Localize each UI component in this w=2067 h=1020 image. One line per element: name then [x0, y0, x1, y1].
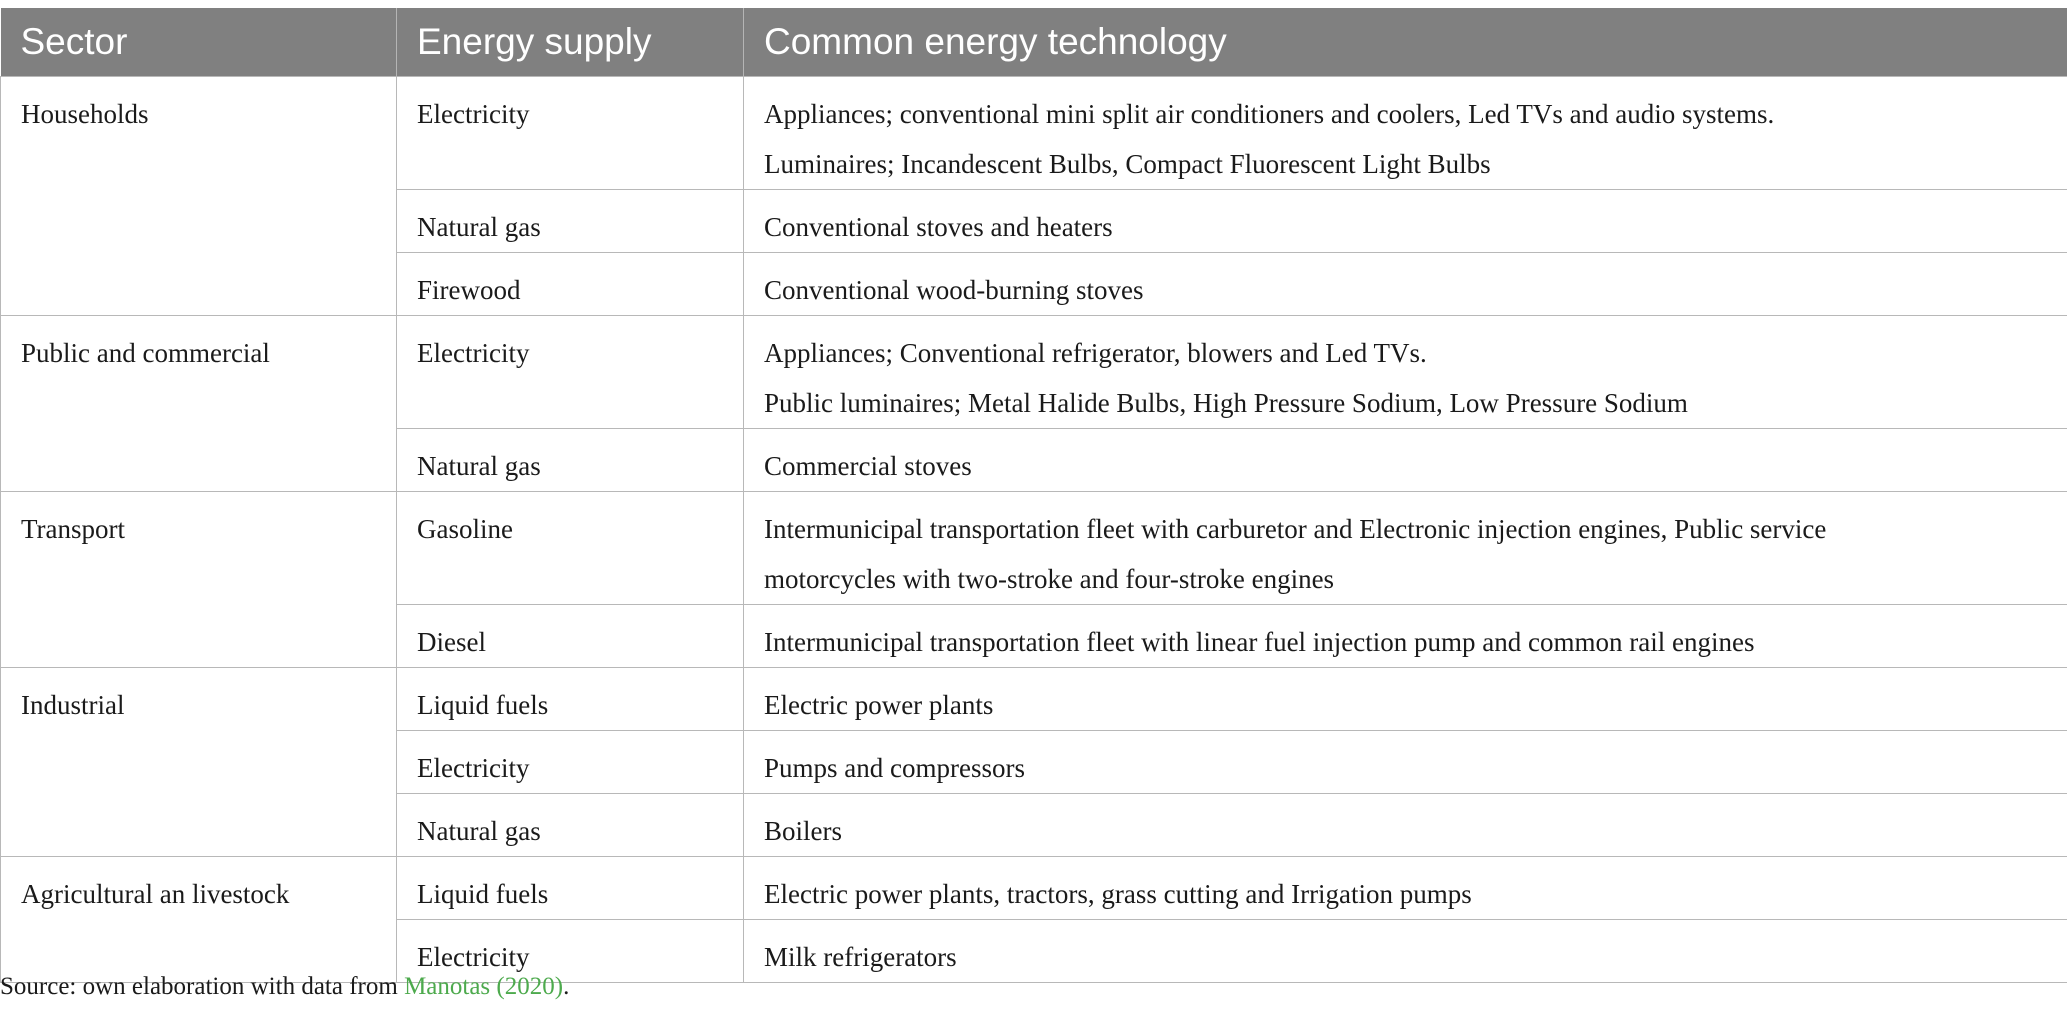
energy-supply-cell: Natural gas: [397, 793, 744, 856]
energy-supply-cell: Liquid fuels: [397, 667, 744, 730]
energy-supply-cell: Electricity: [397, 315, 744, 428]
sector-cell: Transport: [1, 491, 397, 667]
technology-cell: [744, 919, 2067, 982]
energy-supply-cell: Natural gas: [397, 189, 744, 252]
sector-cell: Industrial: [1, 667, 397, 856]
header-sector: Sector: [1, 8, 397, 76]
table-row: [1, 856, 2067, 919]
energy-supply-cell: Diesel: [397, 604, 744, 667]
technology-cell: [744, 428, 2067, 491]
technology-line: motorcycles with two-stroke and four-stroke engines: [764, 563, 1335, 594]
technology-cell: [744, 856, 2067, 919]
energy-supply-cell: Liquid fuels: [397, 856, 744, 919]
table-header: [1, 8, 2067, 76]
technology-line: Public luminaires; Metal Halide Bulbs, High Pressure Sodium, Low Pressure Sodium: [764, 387, 1688, 418]
header-energy-supply: Energy supply: [397, 8, 744, 76]
table-row: [1, 315, 2067, 428]
technology-line: Pumps and compressors: [764, 752, 1025, 783]
sector-cell: Agricultural an livestock: [1, 856, 397, 982]
energy-supply-cell: Electricity: [397, 76, 744, 189]
technology-line: Intermunicipal transportation fleet with carburetor and Electronic injection engines, Public service: [764, 513, 1827, 544]
technology-cell: [744, 76, 2067, 189]
technology-line: Conventional wood-burning stoves: [764, 274, 1144, 305]
energy-supply-cell: Natural gas: [397, 428, 744, 491]
energy-supply-cell: Gasoline: [397, 491, 744, 604]
technology-line: Commercial stoves: [764, 450, 972, 481]
technology-line: Intermunicipal transportation fleet with linear fuel injection pump and common rail engines: [764, 626, 1755, 657]
technology-cell: [744, 793, 2067, 856]
source-prefix: Source: own elaboration with data from: [0, 973, 405, 1000]
table-row: [1, 76, 2067, 189]
table-row: [1, 667, 2067, 730]
header-common-energy-technology: Common energy technology: [744, 8, 2067, 76]
table-wrapper: [0, 8, 2067, 983]
technology-line: Boilers: [764, 815, 842, 846]
table-row: [1, 491, 2067, 604]
technology-line: Milk refrigerators: [764, 941, 957, 972]
technology-line: Electric power plants, tractors, grass cutting and Irrigation pumps: [764, 878, 1472, 909]
sector-cell: Public and commercial: [1, 315, 397, 491]
technology-cell: [744, 604, 2067, 667]
technology-line: Luminaires; Incandescent Bulbs, Compact Fluorescent Light Bulbs: [764, 148, 1491, 179]
energy-supply-cell: Electricity: [397, 730, 744, 793]
technology-cell: [744, 189, 2067, 252]
technology-cell: [744, 252, 2067, 315]
source-link[interactable]: Manotas (2020): [404, 973, 564, 1000]
technology-line: Appliances; conventional mini split air conditioners and coolers, Led TVs and audio systems.: [764, 98, 1775, 129]
technology-line: Appliances; Conventional refrigerator, blowers and Led TVs.: [764, 337, 1427, 368]
energy-supply-cell: Electricity: [397, 919, 744, 982]
technology-cell: [744, 667, 2067, 730]
technology-cell: [744, 730, 2067, 793]
source-suffix: .: [563, 973, 570, 1000]
energy-supply-cell: Firewood: [397, 252, 744, 315]
header-row: [1, 8, 2067, 76]
technology-line: Conventional stoves and heaters: [764, 211, 1113, 242]
technology-cell: [744, 315, 2067, 428]
energy-technology-table: [0, 8, 2067, 983]
table-body: [1, 76, 2067, 982]
technology-line: Electric power plants: [764, 689, 994, 720]
sector-cell: Households: [1, 76, 397, 315]
source-note: [0, 973, 569, 1001]
technology-cell: [744, 491, 2067, 604]
